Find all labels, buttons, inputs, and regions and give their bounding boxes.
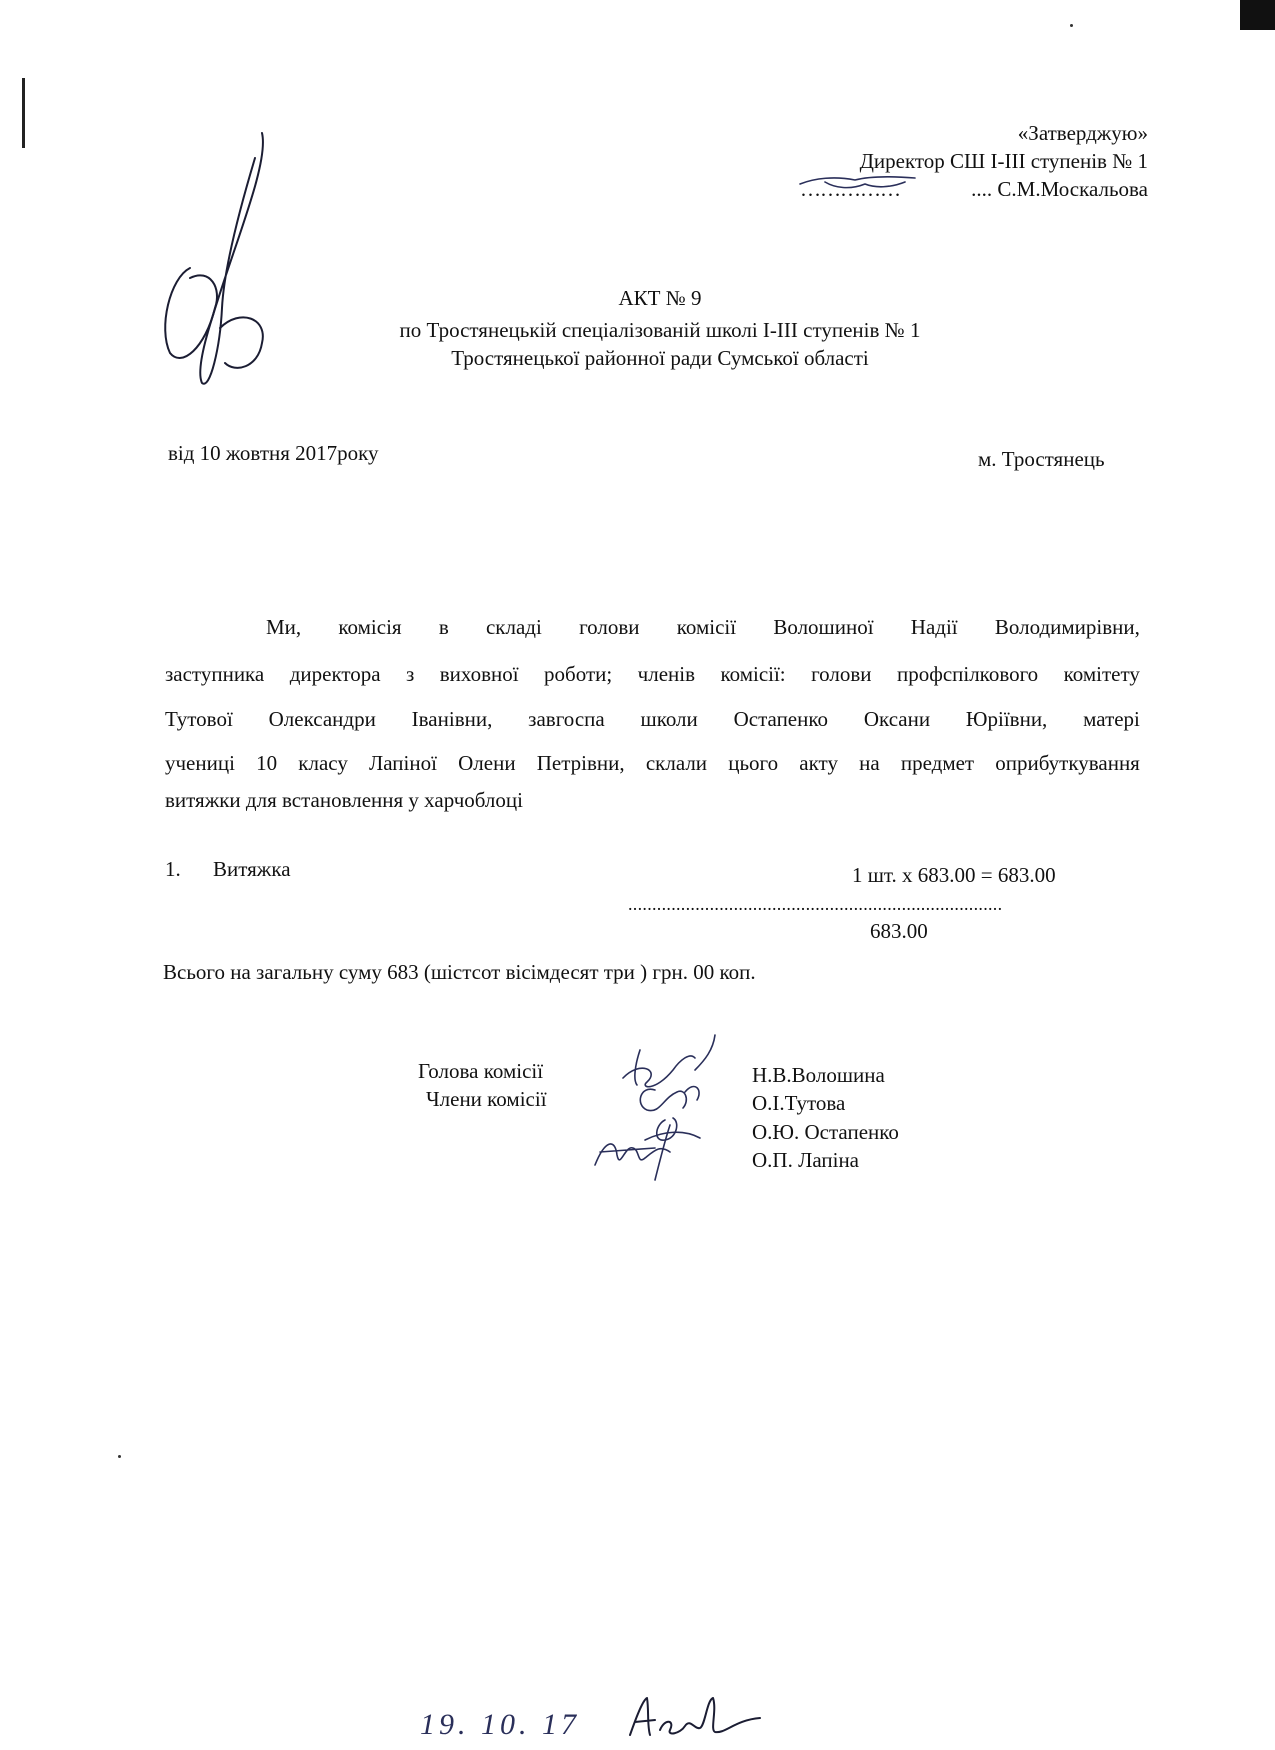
- word: членів: [637, 662, 696, 686]
- word: Остапенко: [733, 707, 829, 731]
- scan-speck: [1070, 24, 1073, 27]
- act-subtitle-school: по Тростянецькій спеціалізованій школі І-ІІІ ступенів № 1: [399, 318, 921, 342]
- word: комісії: [676, 615, 737, 639]
- word: директора: [289, 662, 381, 686]
- word: Олени: [458, 751, 516, 775]
- scan-edge-mark: [1240, 0, 1275, 30]
- act-subtitle-council: Тростянецької районної ради Сумської області: [451, 346, 869, 370]
- word: матері: [1083, 707, 1140, 731]
- word: Петрівни,: [536, 751, 625, 775]
- resolution-signature: [150, 128, 280, 388]
- word: учениці: [165, 751, 235, 775]
- word: в: [438, 615, 449, 639]
- word: виховної: [439, 662, 519, 686]
- word: профспілкового: [896, 662, 1039, 686]
- word: акту: [799, 751, 838, 775]
- word: заступника: [165, 662, 265, 686]
- signatory-chair: Н.В.Волошина: [752, 1063, 885, 1087]
- dotted-separator: ..............................................................................: [628, 895, 1003, 913]
- word: Олександри: [268, 707, 376, 731]
- body-line-3: [165, 709, 1140, 730]
- word: голови: [811, 662, 872, 686]
- word: Ми,: [266, 615, 302, 639]
- word: 10: [256, 751, 278, 775]
- word: Іванівни,: [411, 707, 493, 731]
- approval-signatory-name: .... С.М.Москальова: [971, 177, 1148, 201]
- word: школи: [640, 707, 698, 731]
- word: завгоспа: [528, 707, 605, 731]
- word: голови: [579, 615, 640, 639]
- word: Оксани: [863, 707, 931, 731]
- director-signature: [795, 168, 935, 201]
- act-title: АКТ № 9: [618, 286, 702, 310]
- scan-margin-line: [22, 78, 25, 148]
- members-label: Члени комісії: [426, 1087, 547, 1111]
- handwritten-date: 19. 10. 17: [420, 1708, 580, 1741]
- chair-label: Голова комісії: [418, 1059, 544, 1083]
- signatory-member-1: О.І.Тутова: [752, 1091, 846, 1115]
- word: цього: [728, 751, 779, 775]
- word: комітету: [1063, 662, 1140, 686]
- total-sum-line: Всього на загальну суму 683 (шістсот вісімдесят три ) грн. 00 коп.: [163, 960, 756, 984]
- word: Тутової: [165, 707, 233, 731]
- word: складі: [485, 615, 542, 639]
- act-place: м. Тростянець: [978, 447, 1105, 471]
- word: комісії:: [720, 662, 786, 686]
- signatory-member-3: О.П. Лапіна: [752, 1148, 859, 1172]
- item-number: 1.: [165, 857, 181, 881]
- approval-heading: «Затверджую»: [1017, 121, 1148, 145]
- body-line-5: витяжки для встановлення у харчоблоці: [165, 788, 523, 812]
- subtotal-amount: 683.00: [870, 919, 928, 943]
- word: Володимирівни,: [994, 615, 1140, 639]
- scan-speck: [118, 1455, 121, 1458]
- word: Волошиної: [773, 615, 874, 639]
- body-line-4: [165, 753, 1140, 774]
- commission-signatures: [585, 1030, 745, 1175]
- item-calculation: 1 шт. х 683.00 = 683.00: [852, 863, 1056, 887]
- body-line-2: [165, 664, 1140, 685]
- word: комісія: [338, 615, 402, 639]
- act-date: від 10 жовтня 2017року: [168, 441, 379, 465]
- word: склали: [645, 751, 708, 775]
- signatory-member-2: О.Ю. Остапенко: [752, 1120, 899, 1144]
- word: з: [406, 662, 415, 686]
- item-name: Витяжка: [213, 857, 291, 881]
- word: Надії: [910, 615, 958, 639]
- word: предмет: [900, 751, 975, 775]
- word: класу: [298, 751, 348, 775]
- body-line-1: [266, 617, 1140, 638]
- approval-position: Директор СШ І-ІІІ ступенів № 1: [859, 149, 1148, 173]
- handwritten-initials: [625, 1690, 765, 1740]
- word: Лапіної: [369, 751, 437, 775]
- word: оприбуткування: [995, 751, 1140, 775]
- word: Юріївни,: [965, 707, 1048, 731]
- approval-signature-dots: ……………: [800, 177, 900, 201]
- word: роботи;: [544, 662, 613, 686]
- word: на: [859, 751, 880, 775]
